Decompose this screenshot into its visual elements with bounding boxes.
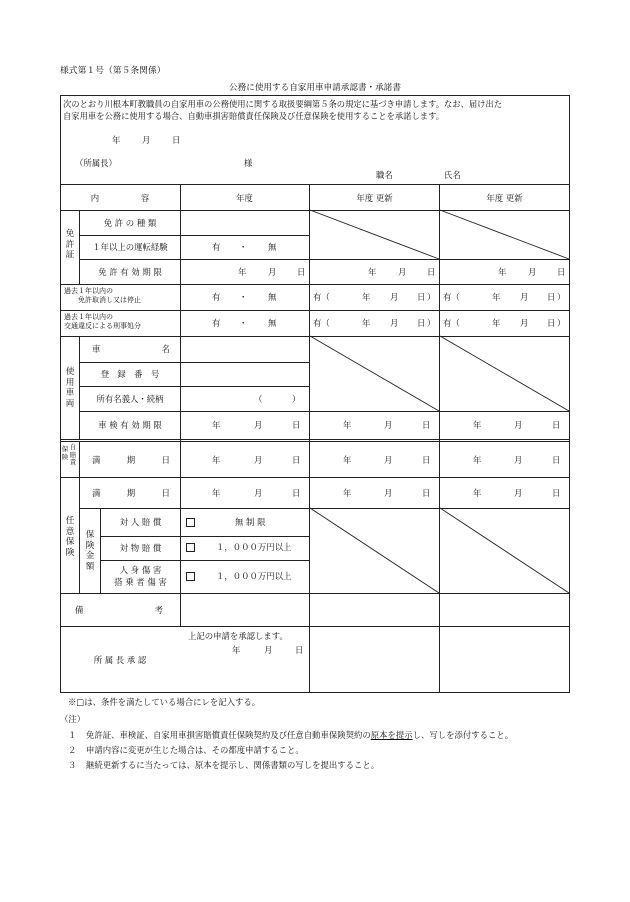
violation-separator: ・ [239,318,248,328]
license-expiry-label: 免 許 有 効 期 限 [98,267,162,277]
license-type-label: 免 許 の 種 類 [103,218,157,228]
violation-no: 無 [268,318,277,328]
violation-renewal-2-month: 月 [520,318,529,328]
note-1-number: １ [68,730,77,740]
experience-separator: ・ [239,242,248,252]
inspection-month-3: 月 [514,420,523,430]
date-day-label: 日 [172,135,181,145]
jibaiseki-month-2: 月 [384,455,393,465]
revocation-renewal-2-close: ） [557,292,566,302]
addressee-label: （所属長） [75,158,117,168]
col-renewal-1-header: 年度 更新 [356,193,393,203]
car-name-label: 車 名 [92,344,170,354]
approval-year: 年 [232,645,241,655]
notes-title: （注） [60,714,86,724]
revocation-label-line-2: 免許取消し又は停止 [78,296,141,304]
inspection-month-2: 月 [384,420,393,430]
note-1 [86,730,513,740]
revocation-renewal-2-year: 年 [492,292,501,302]
violation-label-line-1: 過去１年以内の [64,313,113,321]
note-1-text-a: 免許証、車検証、自家用車損害賠償責任保険契約及び任意自動車保険契約の [86,730,371,740]
license-expiry-month: 月 [268,267,277,277]
note-2: 申請内容に変更が生じた場合は、その都度申請すること。 [86,745,304,755]
form-number: 様式第１号（第５条関係） [60,66,166,76]
revocation-renewal-2-month: 月 [520,292,529,302]
injury-amount-checkbox[interactable] [186,572,195,581]
violation-renewal-2-close: ） [557,318,566,328]
col-year-header: 年度 [236,193,253,203]
revocation-renewal-1-day: 日 [417,292,426,302]
note-3: 継続更新するに当たっては、原本を提示し、関係書類の写しを提出すること。 [86,760,380,770]
violation-renewal-1-yes: 有（ [313,318,330,328]
optional-year-2: 年 [343,488,352,498]
date-month-label: 月 [142,135,151,145]
experience-no: 無 [268,242,277,252]
property-amount-text: １，０００万円以上 [216,542,292,552]
revocation-renewal-1-month: 月 [390,292,399,302]
unlimited-text: 無 制 限 [235,517,266,527]
revocation-separator: ・ [239,292,248,302]
principal-approval-label: 所 属 長 承 認 [93,655,147,665]
property-amount-checkbox[interactable] [186,543,195,552]
violation-renewal-1-month: 月 [390,318,399,328]
job-title-label: 職名 [376,170,393,180]
hoken-group-label: 保険 [61,445,69,461]
revocation-renewal-2-yes: 有（ [443,292,460,302]
violation-renewal-2-day: 日 [547,318,556,328]
optional-month: 月 [254,488,263,498]
license-expiry-day-2: 日 [427,267,436,277]
approval-statement: 上記の申請を承認します。 [188,631,288,641]
inspection-day-2: 日 [422,420,431,430]
license-expiry-month-3: 月 [528,267,537,277]
license-expiry-day: 日 [297,267,306,277]
revocation-yes: 有 [212,292,221,302]
intro-line-1: 次のとおり川根本町教職員の自家用車の公務使用に関する取扱要綱第５条の規定に基づき申請します。なお、届け出た [63,99,503,109]
violation-yes: 有 [212,318,221,328]
revocation-renewal-1-yes: 有（ [313,292,330,302]
inspection-month: 月 [254,420,263,430]
col-renewal-2-header: 年度 更新 [486,193,523,203]
person-compensation-label: 対 人 賠 償 [119,517,162,527]
license-expiry-year-3: 年 [498,267,507,277]
registration-number-label: 登 録 番 号 [100,369,160,379]
optional-maturity-label: 満 期 日 [92,488,170,498]
optional-day-3: 日 [552,488,561,498]
note-1-text-b: し、写しを添付すること。 [412,730,514,740]
note-1-underlined: 原本を提示 [370,730,413,740]
honorific-label: 様 [244,158,253,168]
optional-day-2: 日 [422,488,431,498]
jibaiseki-year: 年 [212,455,221,465]
inspection-expiry-label: 車 検 有 効 期 限 [98,420,162,430]
inspection-year-2: 年 [343,420,352,430]
optional-year: 年 [212,488,221,498]
inspection-year: 年 [212,420,221,430]
optional-year-3: 年 [473,488,482,498]
revocation-renewal-1-close: ） [427,292,436,302]
license-expiry-year: 年 [238,267,247,277]
revocation-label-line-1: 過去１年以内の [64,287,113,295]
jibaiseki-group-label: 自賠責 [69,443,77,467]
vehicle-group-label: 使用車両 [65,367,75,409]
checkbox-note: ※□は、条件を満たしている場合にレを記入する。 [68,697,261,707]
optional-day: 日 [292,488,301,498]
jibaiseki-day-3: 日 [552,455,561,465]
jibaiseki-month: 月 [254,455,263,465]
experience-yes: 有 [212,242,221,252]
violation-renewal-1-day: 日 [417,318,426,328]
optional-month-3: 月 [514,488,523,498]
violation-renewal-2-year: 年 [492,318,501,328]
license-group-label: 免許証 [65,229,75,260]
unlimited-checkbox[interactable] [186,518,195,527]
owner-relation-label: 所有名義人・続柄 [96,394,164,404]
insurance-amount-group-label: 保険金額 [85,530,95,572]
violation-renewal-2-yes: 有（ [443,318,460,328]
revocation-renewal-2-day: 日 [547,292,556,302]
owner-relation-open: （ [254,394,263,404]
inspection-day: 日 [292,420,301,430]
approval-month: 月 [264,645,273,655]
col-content-header: 内 容 [90,193,150,203]
violation-renewal-1-year: 年 [362,318,371,328]
jibaiseki-year-2: 年 [343,455,352,465]
revocation-renewal-1-year: 年 [362,292,371,302]
inspection-year-3: 年 [473,420,482,430]
remarks-label: 備 考 [75,605,163,615]
jibaiseki-day-2: 日 [422,455,431,465]
license-expiry-year-2: 年 [368,267,377,277]
owner-relation-close: ） [292,394,301,404]
note-3-number: ３ [68,760,77,770]
injury-amount-text: １，０００万円以上 [216,571,292,581]
property-compensation-label: 対 物 賠 償 [119,543,162,553]
license-expiry-day-3: 日 [557,267,566,277]
revocation-no: 無 [268,292,277,302]
injury-label-line-1: 人 身 傷 害 [119,565,162,575]
injury-label-line-2: 搭 乗 者 傷 害 [114,577,167,587]
license-expiry-month-2: 月 [398,267,407,277]
jibaiseki-month-3: 月 [514,455,523,465]
driving-experience-label: １年以上の運転経験 [92,242,168,252]
inspection-day-3: 日 [552,420,561,430]
jibaiseki-maturity-label: 満 期 日 [92,455,170,465]
jibaiseki-year-3: 年 [473,455,482,465]
violation-label-line-2: 交通違反による刑事処分 [64,322,141,330]
note-2-number: ２ [68,745,77,755]
jibaiseki-day: 日 [292,455,301,465]
optional-insurance-group-label: 任意保険 [65,516,75,558]
intro-line-2: 自家用車を公務に使用する場合、自動車損害賠償責任保険及び任意保険を使用することを承諾します。 [63,111,444,121]
date-year-label: 年 [112,135,121,145]
document-title: 公務に使用する自家用車申請承認書・承諾書 [229,83,401,93]
optional-month-2: 月 [384,488,393,498]
violation-renewal-1-close: ） [427,318,436,328]
approval-day: 日 [295,645,304,655]
name-label: 氏名 [444,170,461,180]
